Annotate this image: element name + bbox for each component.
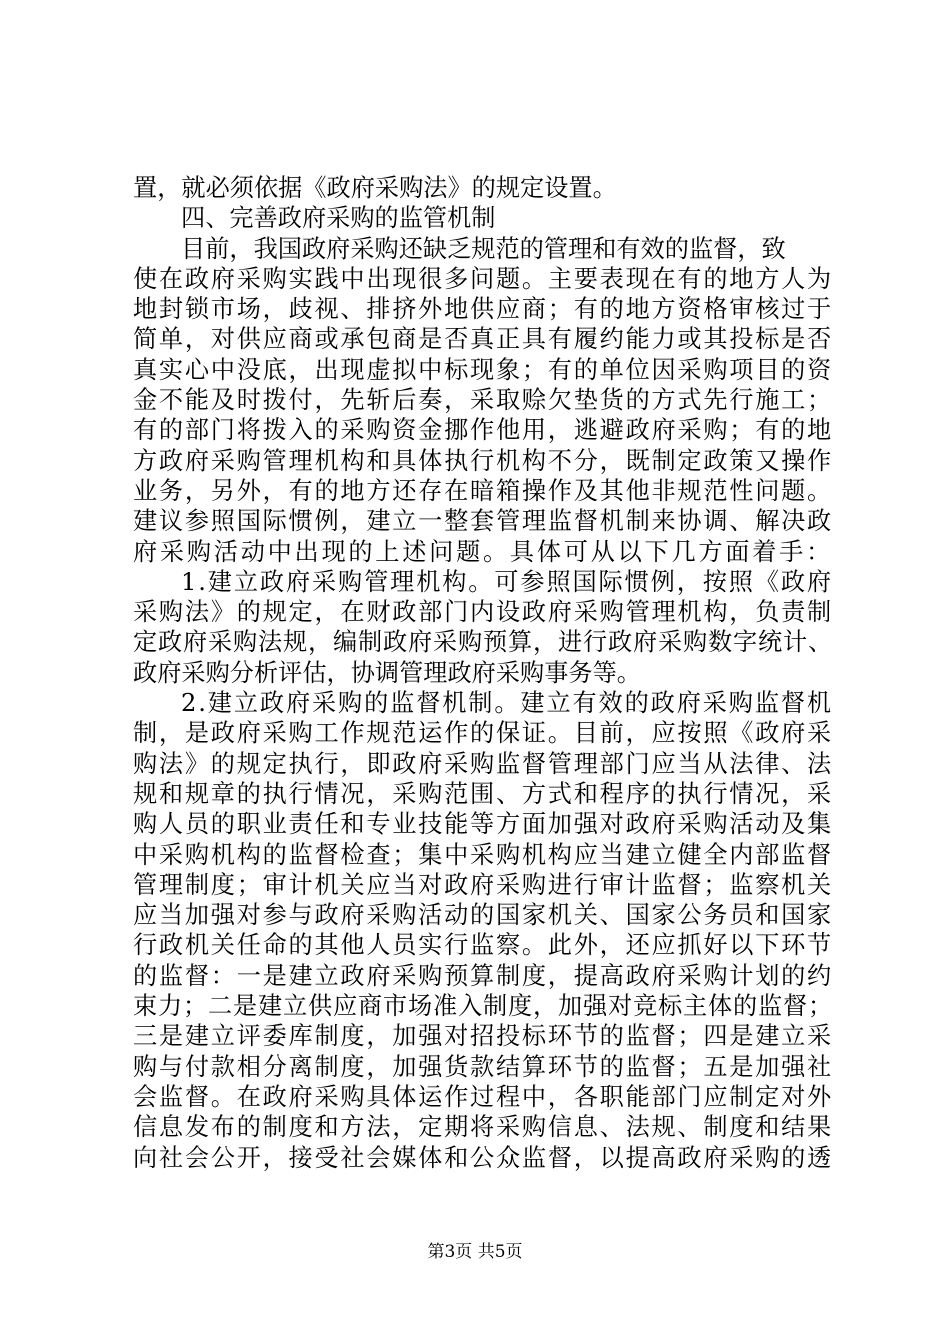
text-line: 采购法》的规定，在财政部门内设政府采购管理机构，负责制 [133, 598, 833, 627]
text-line: 业务，另外，有的地方还存在暗箱操作及其他非规范性问题。 [133, 476, 833, 505]
text-line: 真实心中没底，出现虚拟中标现象；有的单位因采购项目的资 [133, 355, 833, 384]
text-line: 购法》的规定执行，即政府采购监督管理部门应当从法律、法 [133, 749, 833, 778]
text-line: 购与付款相分离制度，加强货款结算环节的监督；五是加强社 [133, 1052, 833, 1081]
page-footer: 第3页 共5页 [427, 1242, 523, 1262]
text-line: 建议参照国际惯例，建立一整套管理监督机制来协调、解决政 [133, 507, 833, 536]
text-line: 2.建立政府采购的监督机制。建立有效的政府采购监督机 [181, 689, 833, 718]
text-line: 地封锁市场，歧视、排挤外地供应商；有的地方资格审核过于 [133, 295, 833, 324]
text-line: 政府采购分析评估，协调管理政府采购事务等。 [133, 658, 641, 687]
text-line: 简单，对供应商或承包商是否真正具有履约能力或其投标是否 [133, 325, 833, 354]
text-line: 1.建立政府采购管理机构。可参照国际惯例，按照《政府 [181, 567, 833, 596]
text-line: 四、完善政府采购的监管机制 [181, 204, 496, 233]
text-line: 定政府采购法规，编制政府采购预算，进行政府采购数字统计、 [133, 628, 833, 657]
text-line: 使在政府采购实践中出现很多问题。主要表现在有的地方人为 [133, 264, 833, 293]
text-line: 购人员的职业责任和专业技能等方面加强对政府采购活动及集 [133, 810, 833, 839]
text-line: 管理制度；审计机关应当对政府采购进行审计监督；监察机关 [133, 870, 833, 899]
text-line: 的监督：一是建立政府采购预算制度，提高政府采购计划的约 [133, 961, 833, 990]
text-line: 信息发布的制度和方法，定期将采购信息、法规、制度和结果 [133, 1113, 833, 1142]
body-text [133, 173, 833, 1173]
text-line: 应当加强对参与政府采购活动的国家机关、国家公务员和国家 [133, 901, 833, 930]
text-line: 目前，我国政府采购还缺乏规范的管理和有效的监督，致 [181, 234, 786, 263]
text-line: 置，就必须依据《政府采购法》的规定设置。 [133, 174, 617, 202]
text-line: 制，是政府采购工作规范运作的保证。目前，应按照《政府采 [133, 719, 833, 748]
text-line: 府采购活动中出现的上述问题。具体可从以下几方面着手： [133, 537, 833, 566]
text-line: 束力；二是建立供应商市场准入制度，加强对竞标主体的监督； [133, 992, 833, 1021]
text-line: 会监督。在政府采购具体运作过程中，各职能部门应制定对外 [133, 1082, 833, 1111]
text-line: 行政机关任命的其他人员实行监察。此外，还应抓好以下环节 [133, 931, 833, 960]
text-line: 三是建立评委库制度，加强对招投标环节的监督；四是建立采 [133, 1022, 833, 1051]
text-line: 方政府采购管理机构和具体执行机构不分，既制定政策又操作 [133, 446, 833, 475]
text-line: 向社会公开，接受社会媒体和公众监督，以提高政府采购的透 [133, 1143, 833, 1172]
text-line: 中采购机构的监督检查；集中采购机构应当建立健全内部监督 [133, 840, 833, 869]
text-line: 金不能及时拨付，先斩后奏，采取赊欠垫货的方式先行施工； [133, 386, 833, 415]
text-line: 有的部门将拨入的采购资金挪作他用，逃避政府采购；有的地 [133, 416, 833, 445]
text-line: 规和规章的执行情况，采购范围、方式和程序的执行情况，采 [133, 779, 833, 808]
